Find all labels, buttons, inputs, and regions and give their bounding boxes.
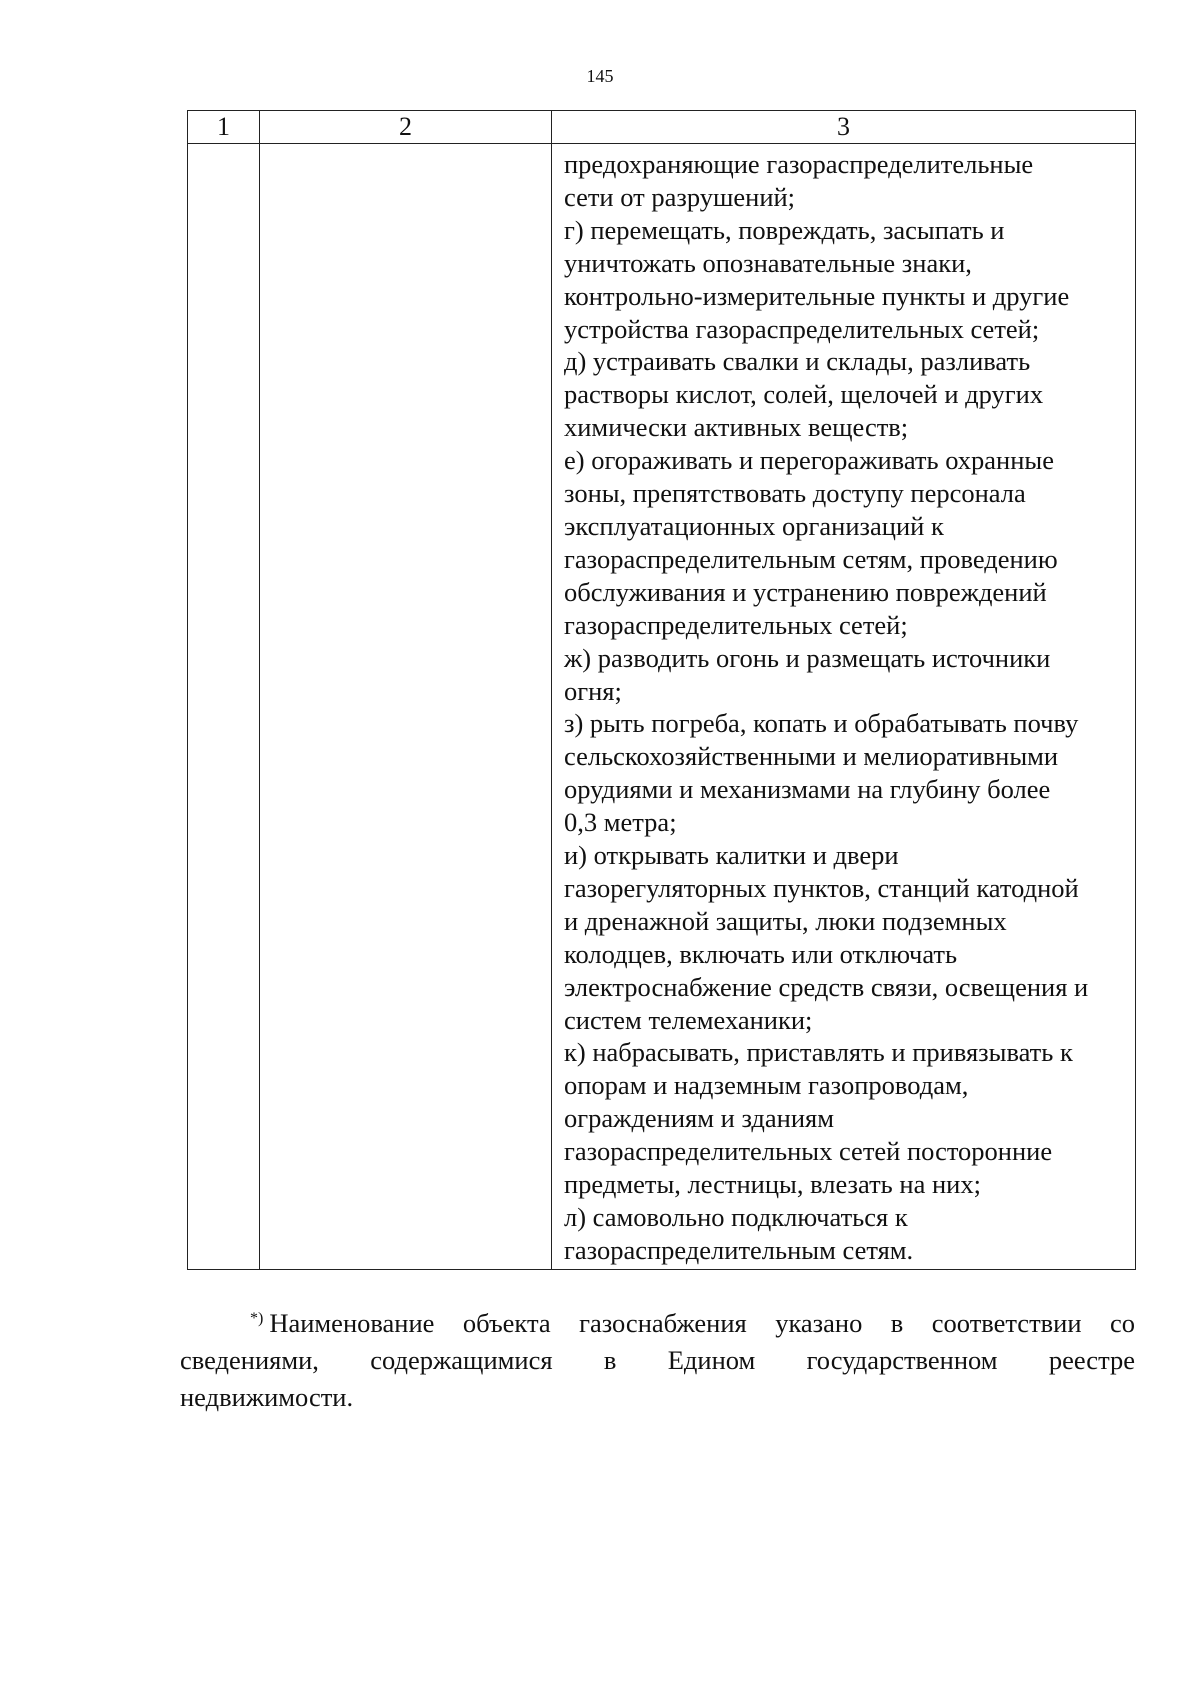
restriction-line: газораспределительных сетей;	[564, 609, 908, 640]
restriction-line: л) самовольно подключаться к	[564, 1202, 908, 1232]
restriction-line: сети от разрушений;	[564, 181, 796, 212]
footnote	[180, 1300, 1135, 1416]
restriction-line: устройства газораспределительных сетей;	[564, 313, 1040, 344]
restriction-line: газорегуляторных пунктов, станций катодной	[564, 872, 1079, 903]
restriction-line: растворы кислот, солей, щелочей и других	[564, 379, 1044, 410]
header-col-3: 3	[552, 111, 1136, 144]
restriction-line: контрольно-измерительные пункты и другие	[564, 280, 1070, 311]
page-number: 145	[586, 66, 614, 86]
restriction-line: огня;	[564, 675, 622, 706]
restriction-line: колодцев, включать или отключать	[564, 938, 958, 969]
restriction-line: обслуживания и устранению повреждений	[564, 576, 1047, 607]
footnote-line-1	[180, 1300, 1135, 1342]
footnote-marker: *)	[250, 1310, 264, 1327]
restriction-line: эксплуатационных организаций к	[564, 510, 944, 541]
restriction-line: е) огораживать и перегораживать охранные	[564, 445, 1054, 476]
restriction-line: систем телемеханики;	[564, 1004, 813, 1035]
restriction-line: опорам и надземным газопроводам,	[564, 1070, 969, 1101]
restriction-line: ограждениям и зданиям	[564, 1103, 834, 1134]
restriction-line: и) открывать калитки и двери	[564, 840, 899, 871]
restriction-line: газораспределительных сетей посторонние	[564, 1136, 1053, 1167]
cell-col-2	[260, 144, 552, 1270]
footnote-line-2: сведениями, содержащимися в Едином государственном реестре	[180, 1345, 1135, 1375]
restriction-line: газораспределительным сетям.	[564, 1234, 914, 1265]
restriction-line: газораспределительным сетям, проведению	[564, 543, 1058, 574]
footnote-line-3: недвижимости.	[180, 1382, 354, 1412]
cell-col-3	[552, 144, 1136, 1270]
cell-col-1	[188, 144, 260, 1270]
restriction-line: предохраняющие газораспределительные	[564, 149, 1034, 179]
header-col-1: 1	[188, 111, 260, 144]
restriction-line: зоны, препятствовать доступу персонала	[564, 478, 1026, 509]
restrictions-text	[552, 144, 1135, 1269]
restriction-line: г) перемещать, повреждать, засыпать и	[564, 214, 1005, 245]
footnote-text-1: Наименование объекта газоснабжения указано в соответствии со	[269, 1308, 1135, 1338]
restriction-line: уничтожать опознавательные знаки,	[564, 247, 972, 278]
restriction-line: предметы, лестницы, влезать на них;	[564, 1169, 981, 1200]
restriction-line: ж) разводить огонь и размещать источники	[564, 642, 1051, 673]
restriction-line: орудиями и механизмами на глубину более	[564, 774, 1051, 805]
restriction-line: к) набрасывать, приставлять и привязывать к	[564, 1037, 1073, 1068]
table-header-row	[188, 111, 1136, 144]
restriction-line: з) рыть погреба, копать и обрабатывать почву	[564, 708, 1079, 739]
restriction-line: химически активных веществ;	[564, 412, 909, 443]
restrictions-table	[187, 110, 1136, 1270]
table-row	[188, 144, 1136, 1270]
restriction-line: электроснабжение средств связи, освещения и	[564, 971, 1089, 1002]
restriction-line: д) устраивать свалки и склады, разливать	[564, 346, 1031, 377]
restriction-line: 0,3 метра;	[564, 807, 677, 838]
restriction-line: и дренажной защиты, люки подземных	[564, 905, 1007, 936]
restriction-line: сельскохозяйственными и мелиоративными	[564, 741, 1059, 772]
header-col-2: 2	[260, 111, 552, 144]
